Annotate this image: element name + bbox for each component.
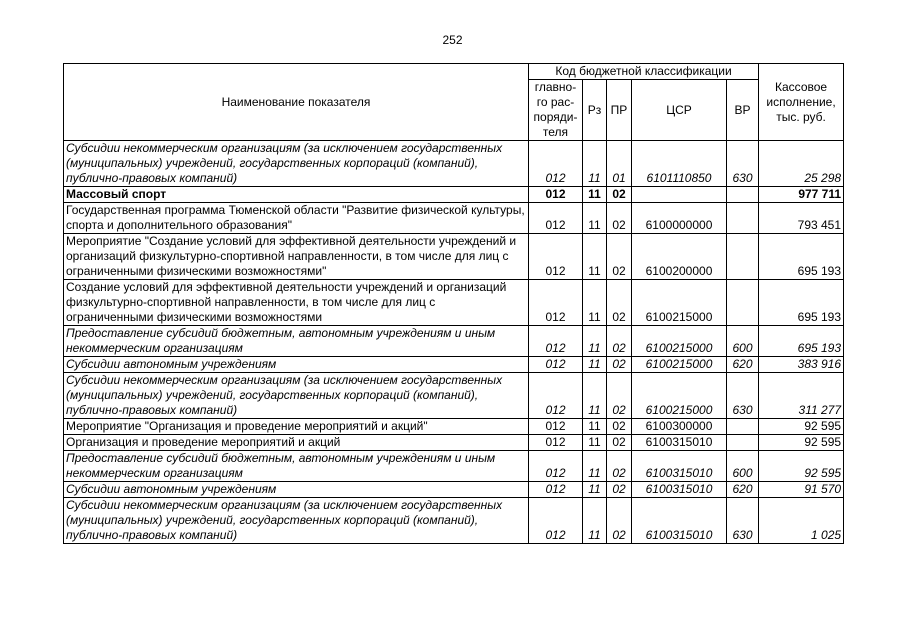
- section-cell: 11: [583, 187, 607, 203]
- expense-type-cell: 630: [727, 141, 759, 187]
- subsection-cell: 02: [607, 498, 632, 544]
- table-row: [64, 451, 844, 482]
- main-administrator-cell: 012: [529, 141, 583, 187]
- target-article-cell: 6100200000: [632, 234, 727, 280]
- cash-execution-cell: 695 193: [759, 326, 844, 357]
- target-article-cell: [632, 187, 727, 203]
- section-cell: 11: [583, 280, 607, 326]
- indicator-name-cell: Мероприятие "Создание условий для эффективной деятельности учреждений и организаций физкультурно-спортивной направленности, в том числе для лиц с ограниченными физическими возможностями": [64, 234, 529, 280]
- expense-type-cell: 620: [727, 357, 759, 373]
- subsection-cell: 02: [607, 373, 632, 419]
- target-article-cell: 6101110850: [632, 141, 727, 187]
- subsection-cell: 01: [607, 141, 632, 187]
- cash-execution-cell: 92 595: [759, 419, 844, 435]
- main-administrator-cell: 012: [529, 357, 583, 373]
- subsection-cell: 02: [607, 203, 632, 234]
- target-article-cell: 6100215000: [632, 357, 727, 373]
- main-administrator-cell: 012: [529, 326, 583, 357]
- expense-type-cell: 630: [727, 373, 759, 419]
- table-row: [64, 234, 844, 280]
- header-admin-line: поряди-: [533, 110, 578, 124]
- table-row: [64, 357, 844, 373]
- expense-type-cell: [727, 435, 759, 451]
- section-cell: 11: [583, 435, 607, 451]
- expense-type-cell: 620: [727, 482, 759, 498]
- subsection-cell: 02: [607, 357, 632, 373]
- section-cell: 11: [583, 482, 607, 498]
- table-row: [64, 482, 844, 498]
- table-body: [64, 141, 844, 544]
- target-article-cell: 6100315010: [632, 435, 727, 451]
- subsection-cell: 02: [607, 234, 632, 280]
- subsection-cell: 02: [607, 419, 632, 435]
- subsection-cell: 02: [607, 451, 632, 482]
- main-administrator-cell: 012: [529, 451, 583, 482]
- main-administrator-cell: 012: [529, 280, 583, 326]
- section-cell: 11: [583, 357, 607, 373]
- expense-type-cell: [727, 187, 759, 203]
- header-admin-line: теля: [542, 125, 569, 139]
- cash-execution-cell: 695 193: [759, 234, 844, 280]
- cash-execution-cell: 92 595: [759, 451, 844, 482]
- main-administrator-cell: 012: [529, 234, 583, 280]
- section-cell: 11: [583, 203, 607, 234]
- header-section: Рз: [583, 80, 607, 141]
- cash-execution-cell: 793 451: [759, 203, 844, 234]
- target-article-cell: 6100315010: [632, 482, 727, 498]
- subsection-cell: 02: [607, 435, 632, 451]
- indicator-name-cell: Массовый спорт: [64, 187, 529, 203]
- header-subsection: ПР: [607, 80, 632, 141]
- header-expense-type: ВР: [727, 80, 759, 141]
- section-cell: 11: [583, 141, 607, 187]
- expense-type-cell: 600: [727, 451, 759, 482]
- target-article-cell: 6100215000: [632, 280, 727, 326]
- main-administrator-cell: 012: [529, 203, 583, 234]
- section-cell: 11: [583, 234, 607, 280]
- main-administrator-cell: 012: [529, 187, 583, 203]
- section-cell: 11: [583, 373, 607, 419]
- cash-execution-cell: 311 277: [759, 373, 844, 419]
- table-row: [64, 280, 844, 326]
- table-row: [64, 435, 844, 451]
- cash-execution-cell: 695 193: [759, 280, 844, 326]
- main-administrator-cell: 012: [529, 498, 583, 544]
- header-target-article: ЦСР: [632, 80, 727, 141]
- header-admin-line: го рас-: [536, 95, 575, 109]
- header-budget-classification-code: Код бюджетной классификации: [529, 64, 759, 80]
- subsection-cell: 02: [607, 280, 632, 326]
- expense-type-cell: [727, 234, 759, 280]
- indicator-name-cell: Создание условий для эффективной деятельности учреждений и организаций физкультурно-спортивной направленности, в том числе для лиц с ограниченными физическими возможностями: [64, 280, 529, 326]
- header-name-column: Наименование показателя: [64, 64, 529, 141]
- table-row: [64, 326, 844, 357]
- table-row: [64, 203, 844, 234]
- header-cash-line: исполнение,: [766, 94, 836, 109]
- indicator-name-cell: Предоставление субсидий бюджетным, автономным учреждениям и иным некоммерческим организациям: [64, 326, 529, 357]
- header-cash-line: тыс. руб.: [776, 109, 826, 124]
- header-main-administrator: [529, 80, 583, 141]
- table-row: [64, 373, 844, 419]
- subsection-cell: 02: [607, 482, 632, 498]
- section-cell: 11: [583, 451, 607, 482]
- indicator-name-cell: Субсидии некоммерческим организациям (за исключением государственных (муниципальных) учреждений, государственных корпораций (компаний), публично-правовых компаний): [64, 141, 529, 187]
- section-cell: 11: [583, 498, 607, 544]
- target-article-cell: 6100000000: [632, 203, 727, 234]
- section-cell: 11: [583, 326, 607, 357]
- target-article-cell: 6100315010: [632, 451, 727, 482]
- table-row: [64, 187, 844, 203]
- page-number: 252: [442, 33, 463, 47]
- indicator-name-cell: Субсидии автономным учреждениям: [64, 357, 529, 373]
- indicator-name-cell: Организация и проведение мероприятий и акций: [64, 435, 529, 451]
- subsection-cell: 02: [607, 187, 632, 203]
- table-row: [64, 498, 844, 544]
- expense-type-cell: 600: [727, 326, 759, 357]
- target-article-cell: 6100315010: [632, 498, 727, 544]
- target-article-cell: 6100300000: [632, 419, 727, 435]
- expense-type-cell: 630: [727, 498, 759, 544]
- main-administrator-cell: 012: [529, 435, 583, 451]
- table-row: [64, 141, 844, 187]
- indicator-name-cell: Государственная программа Тюменской области "Развитие физической культуры, спорта и дополнительного образования": [64, 203, 529, 234]
- header-admin-line: главно-: [534, 80, 577, 94]
- header-cash-line: Кассовое: [775, 79, 828, 94]
- expense-type-cell: [727, 419, 759, 435]
- cash-execution-cell: 1 025: [759, 498, 844, 544]
- cash-execution-cell: 383 916: [759, 357, 844, 373]
- cash-execution-cell: 91 570: [759, 482, 844, 498]
- indicator-name-cell: Мероприятие "Организация и проведение мероприятий и акций": [64, 419, 529, 435]
- header-cash-execution: [759, 64, 844, 141]
- section-cell: 11: [583, 419, 607, 435]
- expense-type-cell: [727, 203, 759, 234]
- budget-table: [63, 63, 844, 544]
- main-administrator-cell: 012: [529, 419, 583, 435]
- cash-execution-cell: 977 711: [759, 187, 844, 203]
- subsection-cell: 02: [607, 326, 632, 357]
- target-article-cell: 6100215000: [632, 326, 727, 357]
- table-row: [64, 419, 844, 435]
- cash-execution-cell: 92 595: [759, 435, 844, 451]
- main-administrator-cell: 012: [529, 482, 583, 498]
- indicator-name-cell: Субсидии некоммерческим организациям (за исключением государственных (муниципальных) учреждений, государственных корпораций (компаний), публично-правовых компаний): [64, 498, 529, 544]
- cash-execution-cell: 25 298: [759, 141, 844, 187]
- indicator-name-cell: Субсидии автономным учреждениям: [64, 482, 529, 498]
- expense-type-cell: [727, 280, 759, 326]
- target-article-cell: 6100215000: [632, 373, 727, 419]
- main-administrator-cell: 012: [529, 373, 583, 419]
- indicator-name-cell: Предоставление субсидий бюджетным, автономным учреждениям и иным некоммерческим организациям: [64, 451, 529, 482]
- indicator-name-cell: Субсидии некоммерческим организациям (за исключением государственных (муниципальных) учреждений, государственных корпораций (компаний), публично-правовых компаний): [64, 373, 529, 419]
